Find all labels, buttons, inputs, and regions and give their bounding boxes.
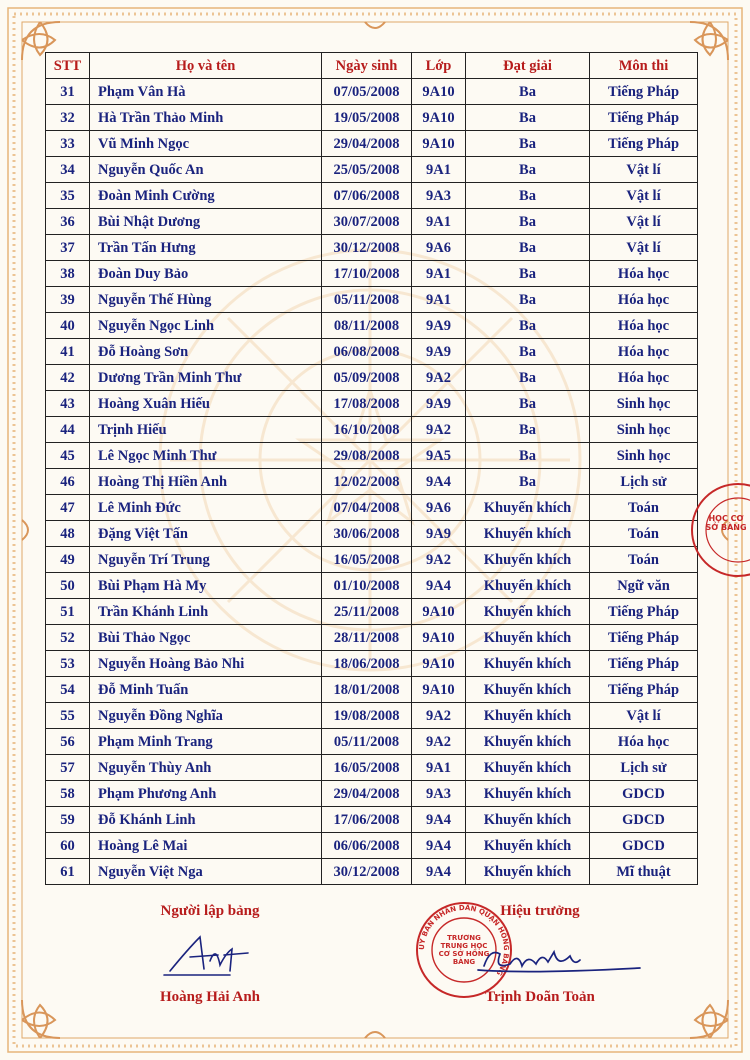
cell-stt: 48 [46,521,90,547]
cell-class: 9A3 [412,183,466,209]
cell-subject: Hóa học [590,729,698,755]
cell-subject: Tiếng Pháp [590,599,698,625]
cell-name: Trần Khánh Linh [90,599,322,625]
cell-subject: Hóa học [590,339,698,365]
cell-name: Nguyễn Thùy Anh [90,755,322,781]
cell-subject: GDCD [590,807,698,833]
cell-stt: 39 [46,287,90,313]
col-header-name: Họ và tên [90,53,322,79]
cell-subject: Hóa học [590,365,698,391]
cell-stt: 40 [46,313,90,339]
edge-seal-text: HỌC CƠ SỞ BÀNG [705,514,747,532]
cell-dob: 16/05/2008 [322,755,412,781]
cell-award: Ba [466,443,590,469]
cell-award: Ba [466,313,590,339]
table-row [46,547,698,573]
cell-subject: Toán [590,521,698,547]
cell-stt: 42 [46,365,90,391]
table-row [46,755,698,781]
cell-class: 9A10 [412,105,466,131]
cell-award: Ba [466,209,590,235]
cell-dob: 17/10/2008 [322,261,412,287]
cell-award: Ba [466,391,590,417]
cell-name: Dương Trần Minh Thư [90,365,322,391]
cell-award: Ba [466,365,590,391]
cell-stt: 33 [46,131,90,157]
cell-name: Nguyễn Ngọc Linh [90,313,322,339]
preparer-name: Hoàng Hải Anh [159,989,261,1005]
cell-subject: Sinh học [590,417,698,443]
cell-dob: 07/06/2008 [322,183,412,209]
cell-subject: Hóa học [590,261,698,287]
cell-subject: Vật lí [590,703,698,729]
cell-award: Khuyến khích [466,677,590,703]
table-body [46,79,698,885]
school-seal-outer-text: UỶ BAN NHÂN DÂN QUẬN HỒNG BÀNG [417,903,511,977]
cell-name: Phạm Vân Hà [90,79,322,105]
cell-stt: 50 [46,573,90,599]
cell-class: 9A4 [412,573,466,599]
cell-dob: 30/12/2008 [322,235,412,261]
cell-stt: 37 [46,235,90,261]
cell-class: 9A4 [412,807,466,833]
table-header-row [46,53,698,79]
cell-subject: Toán [590,495,698,521]
table-row [46,859,698,885]
cell-class: 9A9 [412,313,466,339]
table-row [46,209,698,235]
cell-award: Khuyến khích [466,599,590,625]
edge-seal [690,470,750,590]
cell-stt: 34 [46,157,90,183]
table-row [46,287,698,313]
cell-dob: 28/11/2008 [322,625,412,651]
cell-class: 9A10 [412,651,466,677]
cell-dob: 30/07/2008 [322,209,412,235]
cell-dob: 12/02/2008 [322,469,412,495]
table-row [46,469,698,495]
cell-name: Nguyễn Trí Trung [90,547,322,573]
cell-stt: 52 [46,625,90,651]
cell-subject: Tiếng Pháp [590,105,698,131]
cell-name: Nguyễn Hoàng Bảo Nhi [90,651,322,677]
table-row [46,833,698,859]
cell-subject: Vật lí [590,157,698,183]
cell-class: 9A2 [412,703,466,729]
cell-class: 9A2 [412,417,466,443]
cell-name: Trịnh Hiếu [90,417,322,443]
cell-class: 9A10 [412,599,466,625]
col-header-award: Đạt giải [466,53,590,79]
cell-name: Phạm Minh Trang [90,729,322,755]
cell-name: Vũ Minh Ngọc [90,131,322,157]
principal-handwritten-signature [470,940,650,980]
cell-award: Khuyến khích [466,755,590,781]
cell-stt: 53 [46,651,90,677]
cell-subject: Vật lí [590,183,698,209]
cell-class: 9A3 [412,781,466,807]
cell-stt: 36 [46,209,90,235]
cell-name: Hoàng Thị Hiền Anh [90,469,322,495]
cell-class: 9A1 [412,209,466,235]
cell-dob: 01/10/2008 [322,573,412,599]
cell-name: Trần Tấn Hưng [90,235,322,261]
cell-award: Ba [466,157,590,183]
cell-name: Đoàn Duy Bảo [90,261,322,287]
principal-name: Trịnh Doãn Toản [485,989,595,1005]
cell-name: Nguyễn Thế Hùng [90,287,322,313]
cell-award: Khuyến khích [466,781,590,807]
cell-dob: 05/11/2008 [322,287,412,313]
cell-name: Hoàng Xuân Hiếu [90,391,322,417]
cell-dob: 06/08/2008 [322,339,412,365]
table-row [46,339,698,365]
cell-subject: Toán [590,547,698,573]
col-header-subject: Môn thi [590,53,698,79]
table-row [46,651,698,677]
cell-class: 9A4 [412,469,466,495]
cell-award: Khuyến khích [466,807,590,833]
cell-subject: Tiếng Pháp [590,651,698,677]
cell-subject: Tiếng Pháp [590,79,698,105]
cell-subject: Ngữ văn [590,573,698,599]
table-row [46,677,698,703]
cell-stt: 45 [46,443,90,469]
cell-award: Ba [466,79,590,105]
cell-name: Phạm Phương Anh [90,781,322,807]
cell-award: Khuyến khích [466,547,590,573]
cell-name: Lê Ngọc Minh Thư [90,443,322,469]
cell-class: 9A9 [412,339,466,365]
cell-dob: 05/09/2008 [322,365,412,391]
cell-subject: Tiếng Pháp [590,677,698,703]
cell-class: 9A10 [412,79,466,105]
cell-dob: 17/08/2008 [322,391,412,417]
cell-name: Bùi Nhật Dương [90,209,322,235]
cell-name: Đoàn Minh Cường [90,183,322,209]
cell-dob: 19/05/2008 [322,105,412,131]
table-row [46,313,698,339]
cell-dob: 16/05/2008 [322,547,412,573]
cell-award: Khuyến khích [466,573,590,599]
cell-name: Nguyễn Việt Nga [90,859,322,885]
cell-stt: 43 [46,391,90,417]
cell-stt: 59 [46,807,90,833]
table-row [46,599,698,625]
cell-class: 9A6 [412,235,466,261]
cell-subject: Sinh học [590,391,698,417]
cell-subject: Tiếng Pháp [590,625,698,651]
cell-dob: 19/08/2008 [322,703,412,729]
cell-class: 9A10 [412,131,466,157]
col-header-stt: STT [46,53,90,79]
cell-award: Ba [466,339,590,365]
cell-stt: 32 [46,105,90,131]
cell-stt: 56 [46,729,90,755]
cell-name: Nguyễn Đồng Nghĩa [90,703,322,729]
table-row [46,79,698,105]
cell-dob: 07/04/2008 [322,495,412,521]
cell-award: Ba [466,235,590,261]
cell-stt: 41 [46,339,90,365]
cell-stt: 55 [46,703,90,729]
cell-subject: Lịch sử [590,755,698,781]
cell-award: Ba [466,105,590,131]
cell-award: Ba [466,469,590,495]
cell-stt: 61 [46,859,90,885]
cell-stt: 38 [46,261,90,287]
cell-class: 9A4 [412,833,466,859]
table-row [46,157,698,183]
table-row [46,105,698,131]
cell-stt: 31 [46,79,90,105]
cell-dob: 16/10/2008 [322,417,412,443]
cell-class: 9A1 [412,287,466,313]
cell-subject: Mĩ thuật [590,859,698,885]
cell-dob: 17/06/2008 [322,807,412,833]
cell-subject: Tiếng Pháp [590,131,698,157]
cell-stt: 46 [46,469,90,495]
cell-award: Ba [466,131,590,157]
table-row [46,781,698,807]
cell-dob: 18/01/2008 [322,677,412,703]
cell-subject: Vật lí [590,209,698,235]
cell-dob: 08/11/2008 [322,313,412,339]
cell-name: Đỗ Khánh Linh [90,807,322,833]
cell-award: Khuyến khích [466,833,590,859]
cell-award: Khuyến khích [466,495,590,521]
cell-class: 9A1 [412,157,466,183]
table-row [46,495,698,521]
cell-class: 9A2 [412,729,466,755]
principal-title: Hiệu trưởng [500,903,580,919]
cell-name: Nguyễn Quốc An [90,157,322,183]
cell-stt: 51 [46,599,90,625]
table-row [46,625,698,651]
cell-dob: 25/11/2008 [322,599,412,625]
table-row [46,417,698,443]
table-row [46,183,698,209]
cell-dob: 05/11/2008 [322,729,412,755]
table-row [46,261,698,287]
results-table [45,52,698,885]
cell-class: 9A1 [412,261,466,287]
cell-name: Đặng Việt Tấn [90,521,322,547]
col-header-dob: Ngày sinh [322,53,412,79]
table-row [46,521,698,547]
cell-award: Khuyến khích [466,859,590,885]
cell-name: Lê Minh Đức [90,495,322,521]
cell-dob: 29/04/2008 [322,131,412,157]
cell-dob: 30/12/2008 [322,859,412,885]
cell-dob: 06/06/2008 [322,833,412,859]
preparer-signature-block [90,903,330,1013]
cell-subject: Hóa học [590,287,698,313]
cell-dob: 29/04/2008 [322,781,412,807]
table-row [46,131,698,157]
table-row [46,443,698,469]
preparer-handwritten-signature [160,931,260,981]
cell-subject: Vật lí [590,235,698,261]
table-row [46,807,698,833]
cell-class: 9A2 [412,547,466,573]
cell-stt: 35 [46,183,90,209]
cell-class: 9A6 [412,495,466,521]
cell-award: Khuyến khích [466,651,590,677]
cell-award: Khuyến khích [466,625,590,651]
table-row [46,391,698,417]
table-row [46,703,698,729]
cell-stt: 54 [46,677,90,703]
cell-stt: 57 [46,755,90,781]
cell-class: 9A5 [412,443,466,469]
cell-subject: Hóa học [590,313,698,339]
cell-stt: 44 [46,417,90,443]
cell-dob: 18/06/2008 [322,651,412,677]
cell-dob: 30/06/2008 [322,521,412,547]
cell-class: 9A10 [412,625,466,651]
preparer-title: Người lập bảng [160,903,260,919]
cell-class: 9A9 [412,391,466,417]
cell-name: Đỗ Minh Tuấn [90,677,322,703]
cell-subject: Lịch sử [590,469,698,495]
cell-class: 9A9 [412,521,466,547]
cell-name: Bùi Thảo Ngọc [90,625,322,651]
cell-award: Ba [466,183,590,209]
cell-dob: 07/05/2008 [322,79,412,105]
cell-name: Đỗ Hoàng Sơn [90,339,322,365]
cell-award: Khuyến khích [466,703,590,729]
school-seal-inner-text: TRƯỜNG TRUNG HỌC CƠ SỞ HỒNG BÀNG [438,934,490,966]
cell-subject: GDCD [590,781,698,807]
table-row [46,573,698,599]
table-row [46,365,698,391]
cell-subject: Sinh học [590,443,698,469]
cell-stt: 47 [46,495,90,521]
cell-stt: 49 [46,547,90,573]
cell-dob: 29/08/2008 [322,443,412,469]
cell-class: 9A4 [412,859,466,885]
table-row [46,729,698,755]
cell-award: Khuyến khích [466,521,590,547]
col-header-class: Lớp [412,53,466,79]
cell-name: Hoàng Lê Mai [90,833,322,859]
cell-stt: 60 [46,833,90,859]
cell-name: Bùi Phạm Hà My [90,573,322,599]
cell-name: Hà Trần Thảo Minh [90,105,322,131]
cell-award: Khuyến khích [466,729,590,755]
cell-subject: GDCD [590,833,698,859]
cell-award: Ba [466,261,590,287]
cell-class: 9A2 [412,365,466,391]
cell-class: 9A10 [412,677,466,703]
cell-class: 9A1 [412,755,466,781]
cell-dob: 25/05/2008 [322,157,412,183]
table-row [46,235,698,261]
cell-stt: 58 [46,781,90,807]
cell-award: Ba [466,417,590,443]
cell-award: Ba [466,287,590,313]
